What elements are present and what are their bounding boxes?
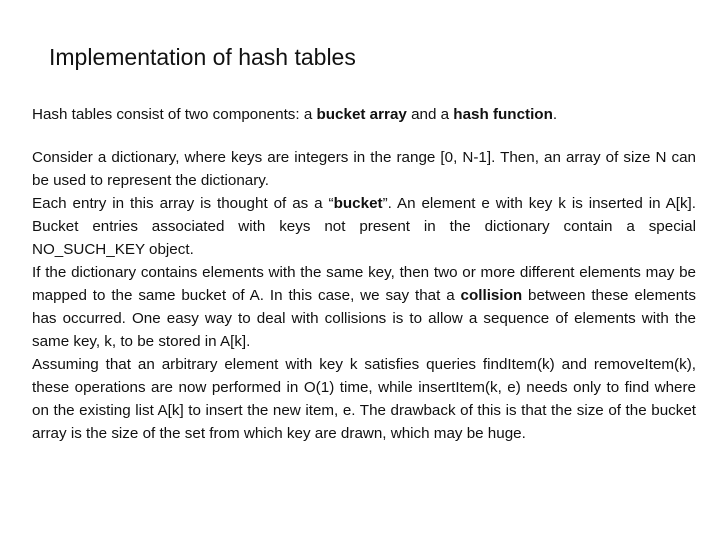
term-bucket-array: bucket array (316, 106, 407, 123)
paragraph-collision-start: If the dictionary contains elements with the same key, then two or more different elements may be mapped to the same bucket of A. In this case, we say that a (32, 264, 696, 304)
term-hash-function: hash function (453, 106, 553, 123)
intro-text-middle: and a (406, 106, 454, 123)
paragraph-collision (32, 261, 696, 353)
paragraph-collision-end: between these elements has occurred. One easy way to deal with collisions is to allow a sequence of elements with the same key, k, to be stored in A[k]. (32, 287, 696, 350)
body-text (32, 146, 696, 445)
term-bucket: bucket (333, 195, 383, 212)
paragraph-bucket (32, 192, 696, 261)
term-collision: collision (460, 287, 523, 304)
intro-line (32, 104, 692, 126)
paragraph-dictionary: Consider a dictionary, where keys are integers in the range [0, N-1]. Then, an array of size N can be used to represent the dictionary. (32, 149, 696, 189)
paragraph-bucket-start: Each entry in this array is thought of as a “ (32, 195, 334, 212)
paragraph-bucket-end: ”. An element e with key k is inserted in A[k]. Bucket entries associated with keys not present in the dictionary contain a special NO_SUCH_KEY object. (32, 195, 696, 258)
slide-title: Implementation of hash tables (49, 44, 356, 70)
intro-text-start: Hash tables consist of two components: a (32, 106, 317, 123)
paragraph-operations: Assuming that an arbitrary element with key k satisfies queries findItem(k) and removeItem(k), these operations are now performed in O(1) time, while insertItem(k, e) needs only to find where on the existing list A[k] to insert the new item, e. The drawback of this is that the size of the bucket array is the size of the set from which key are drawn, which may be huge. (32, 356, 696, 442)
intro-text-end: . (552, 106, 558, 123)
